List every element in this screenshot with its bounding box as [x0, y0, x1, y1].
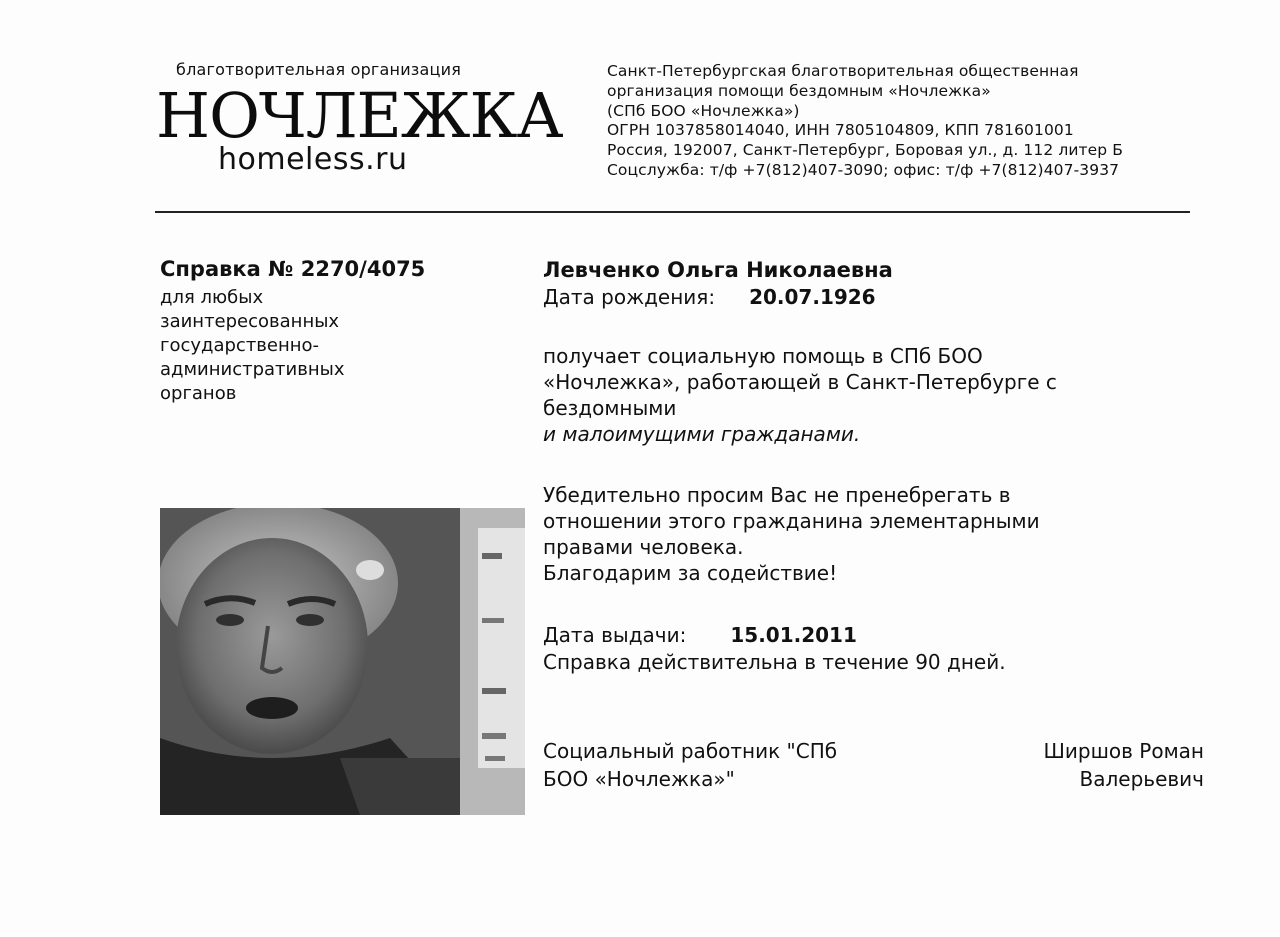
certificate-purpose — [160, 286, 420, 406]
dob-value: 20.07.1926 — [749, 285, 876, 309]
signer-name — [1044, 737, 1204, 793]
issue-date-value: 15.01.2011 — [730, 623, 857, 647]
purpose-line: государственно- — [160, 335, 320, 356]
dob-label: Дата рождения: — [543, 285, 716, 309]
signer-name-line: Ширшов Роман — [1043, 739, 1204, 763]
org-info-line: организация помощи бездомным «Ночлежка» — [607, 81, 991, 100]
issue-info — [543, 622, 1006, 676]
logo-url: homeless.ru — [218, 142, 408, 177]
paragraph-line-italic: и малоимущими гражданами. — [543, 422, 861, 446]
paragraph-line: Благодарим за содействие! — [543, 561, 838, 585]
validity-note: Справка действительна в течение 90 дней. — [543, 650, 1006, 674]
organization-details — [607, 62, 1123, 181]
header-divider — [155, 211, 1190, 213]
person-name: Левченко Ольга Николаевна — [543, 258, 893, 282]
org-info-line: Соцслужба: т/ф +7(812)407-3090; офис: т/ф +7(812)407-3937 — [607, 160, 1120, 179]
paragraph-line: «Ночлежка», работающей в Санкт-Петербурге с — [543, 370, 1057, 394]
request-paragraph — [543, 482, 1040, 586]
issue-date — [543, 622, 1006, 649]
purpose-line: органов — [160, 383, 237, 404]
org-info-line: Россия, 192007, Санкт-Петербург, Боровая ул., д. 112 литер Б — [607, 141, 1123, 160]
org-info-line: (СПб БОО «Ночлежка») — [607, 101, 800, 120]
person-photo — [160, 508, 525, 815]
signer-name-line: Валерьевич — [1079, 767, 1204, 791]
logo-subtitle: благотворительная организация — [176, 60, 462, 79]
purpose-line: для любых — [160, 287, 264, 308]
purpose-line: заинтересованных — [160, 311, 340, 332]
signer-title-line: Социальный работник "СПб — [543, 739, 838, 763]
paragraph-line: получает социальную помощь в СПб БОО — [543, 344, 983, 368]
purpose-line: административных — [160, 359, 345, 380]
date-of-birth — [543, 285, 876, 309]
signer-title — [543, 737, 837, 793]
paragraph-line: правами человека. — [543, 535, 744, 559]
org-info-line: ОГРН 1037858014040, ИНН 7805104809, КПП 781601001 — [607, 121, 1074, 140]
paragraph-line: отношении этого гражданина элементарными — [543, 509, 1040, 533]
paragraph-line: бездомными — [543, 396, 677, 420]
certificate-number: Справка № 2270/4075 — [160, 257, 426, 281]
logo-wordmark: НОЧЛЕЖКА — [156, 79, 563, 152]
org-info-line: Санкт-Петербургская благотворительная общественная — [607, 62, 1079, 80]
assistance-paragraph — [543, 343, 1057, 447]
signer-title-line: БОО «Ночлежка»" — [543, 767, 735, 791]
paragraph-line: Убедительно просим Вас не пренебрегать в — [543, 483, 1011, 507]
portrait-image — [160, 508, 525, 815]
issue-date-label: Дата выдачи: — [543, 623, 687, 647]
